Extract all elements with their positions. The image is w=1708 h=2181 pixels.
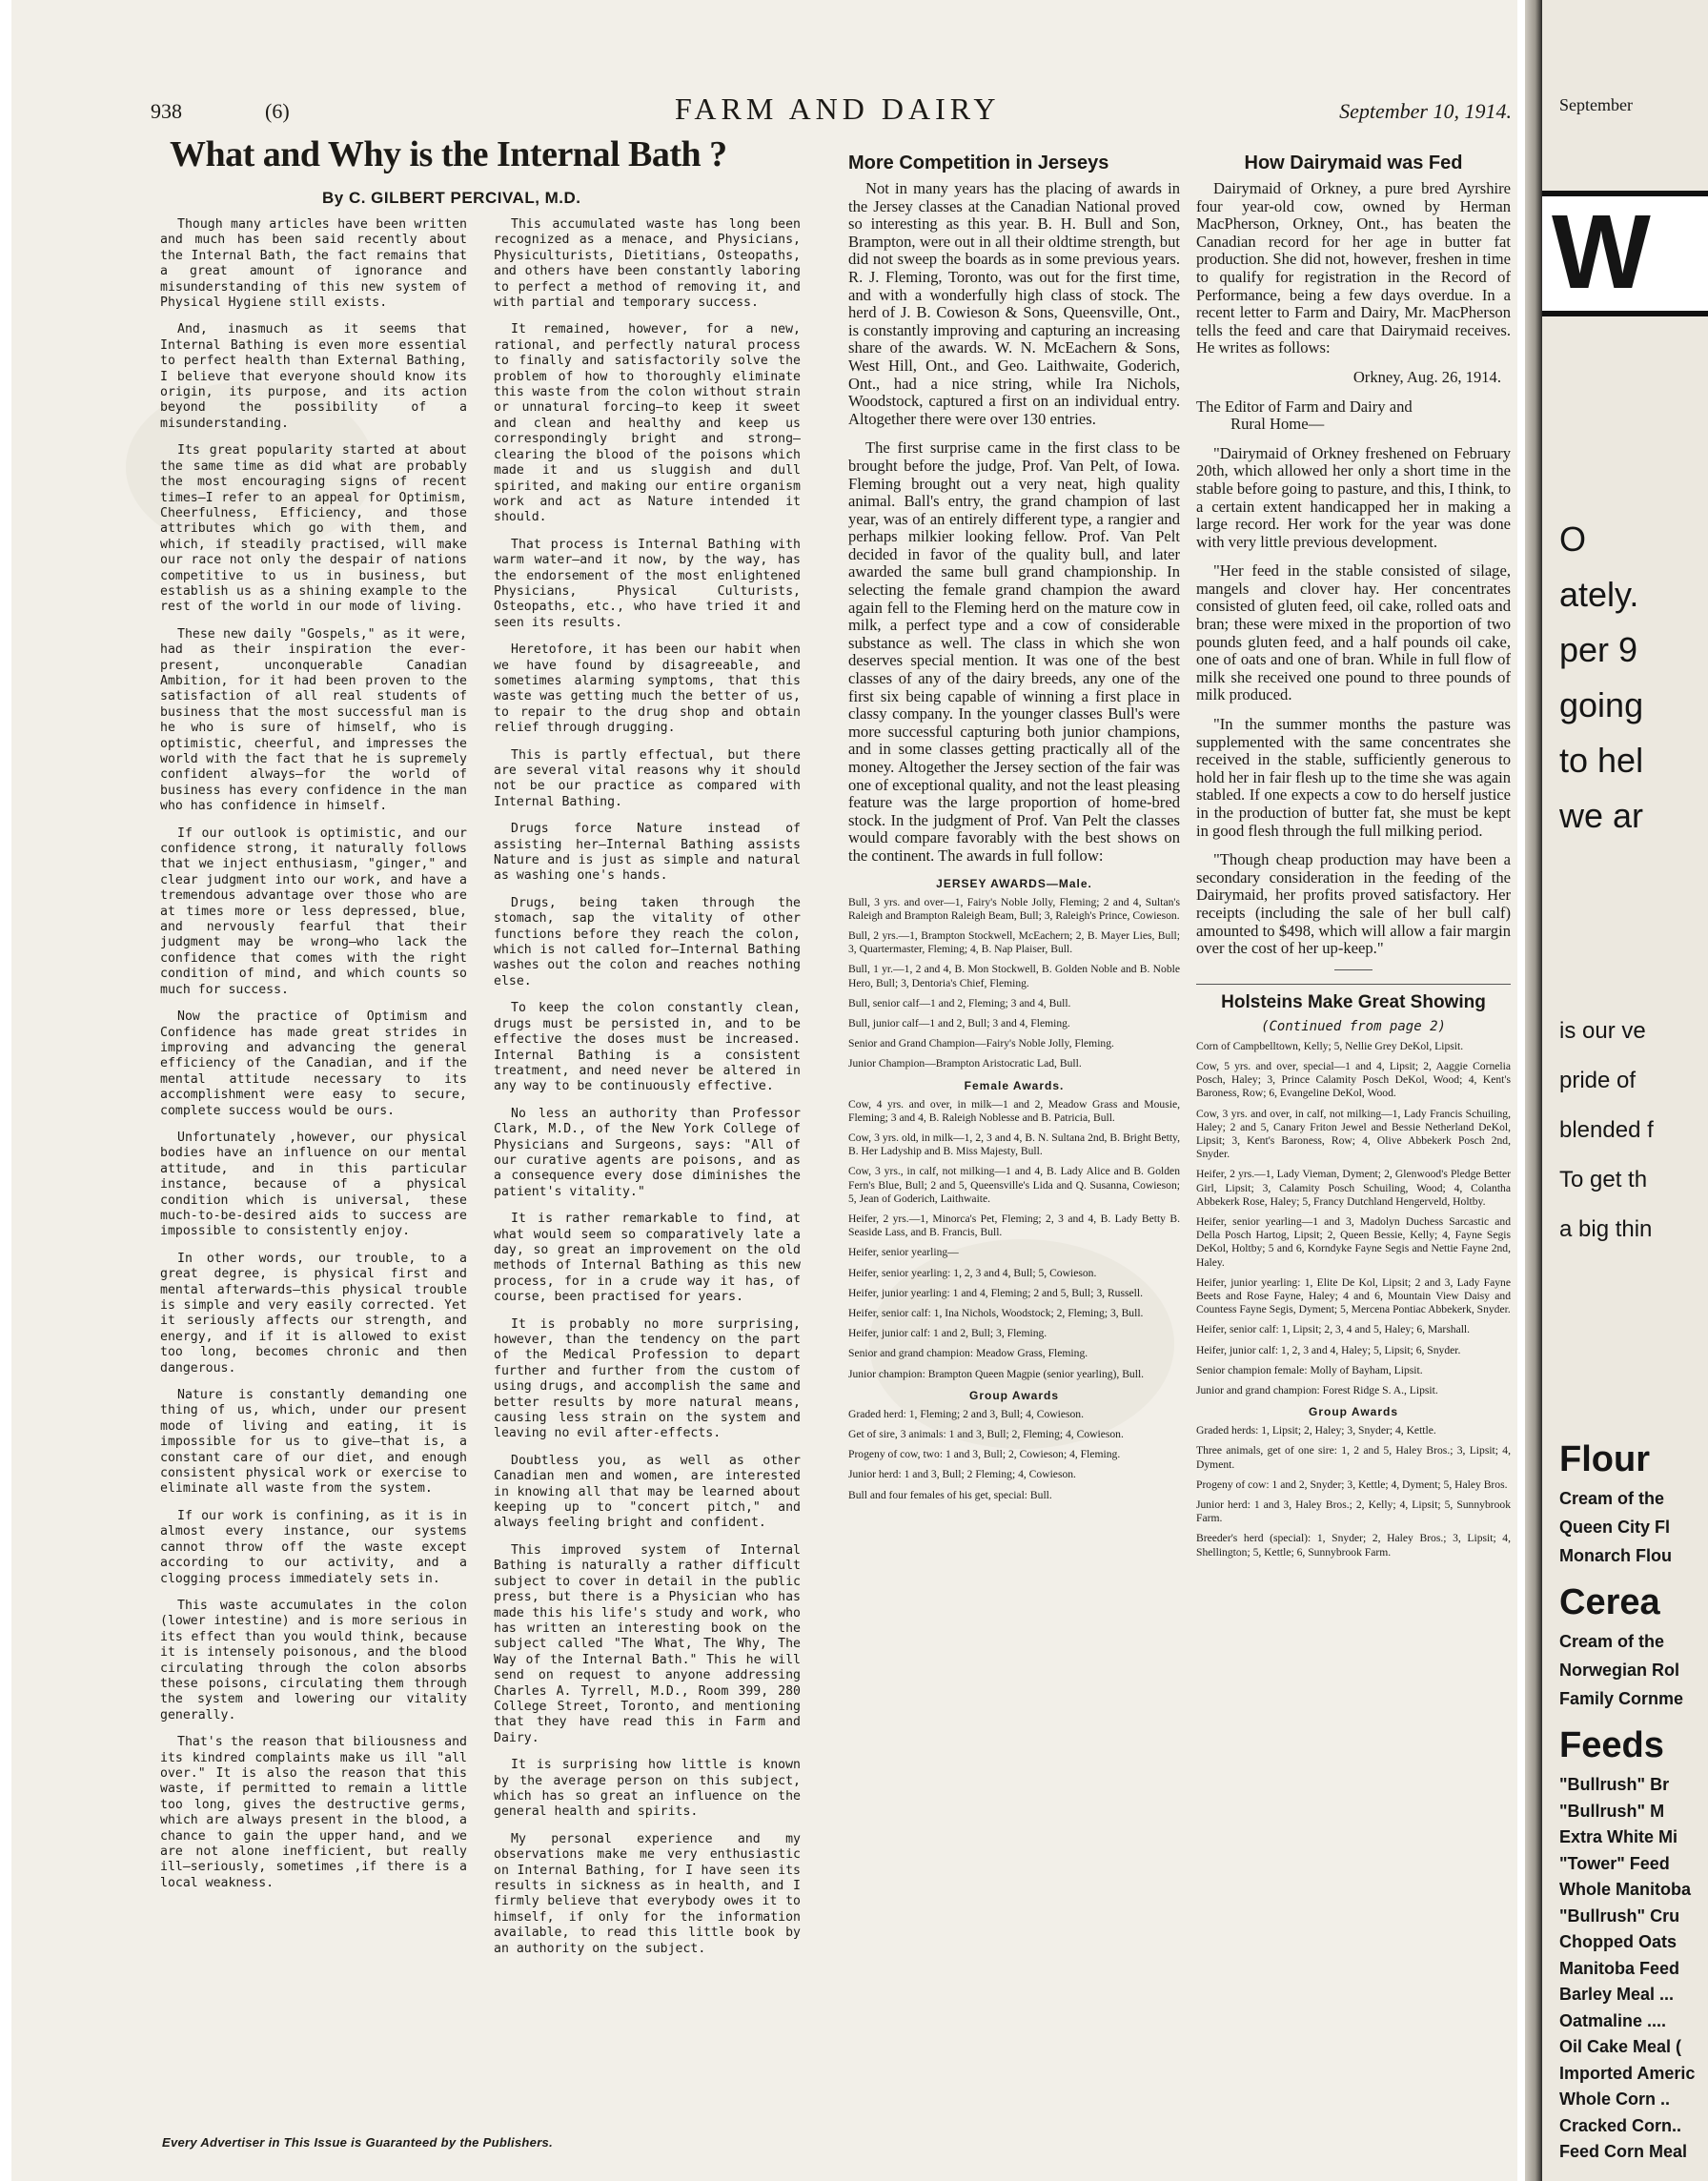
award-entry: Cow, 5 yrs. and over, special—1 and 4, Lipsit; 2, Aaggie Cornelia Posch, Haley; 3, Prince Calamity Posch DeKol, Wood; 4, Kent's Baroness, Row; 6, Evangeline DeKol, Wood.: [1196, 1059, 1511, 1100]
dairymaid-salutation: The Editor of Farm and Dairy and: [1196, 397, 1413, 416]
award-entry: Corn of Campbelltown, Kelly; 5, Nellie Grey DeKol, Lipsit.: [1196, 1039, 1464, 1052]
award-entry: Cow, 3 yrs. old, in milk—1, 2, 3 and 4, B. N. Sultana 2nd, B. Bright Betty, B. Her Ladyship and B. Miss Majesty, Bull.: [848, 1131, 1180, 1158]
award-entry: Bull, junior calf—1 and 2, Bull; 3 and 4, Fleming.: [848, 1016, 1070, 1029]
article-paragraph: To keep the colon constantly clean, drugs must be persisted in, and to be effective the doses must be increased. Internal Bathing is a consistent treatment, and need never be altered in any way to be continuously effective.: [494, 1001, 801, 1094]
article-paragraph: This waste accumulates in the colon (lower intestine) and is more serious in its effect than you would think, because it is intensely poisonous, and the blood circulating through the colon absorbs these poisons, circulating them through the system and lowering our vitality generally.: [160, 1598, 467, 1722]
divider: [1196, 984, 1511, 985]
holsteins-entries: [1196, 1040, 1511, 1397]
article-paragraph: It is rather remarkable to find, at what would seem so comparatively late a day, so great an improvement on the old methods of Internal Bathing as this new process, for in a crude way it has, of course, been practised for years.: [494, 1212, 801, 1305]
award-entry: Heifer, 2 yrs.—1, Minorca's Pet, Fleming; 2, 3 and 4, B. Lady Betty B. Seaside Lass, and B. Francis, Bull.: [848, 1213, 1180, 1239]
article-byline: By C. GILBERT PERCIVAL, M.D.: [322, 189, 581, 207]
facing-page-line: we ar: [1559, 796, 1644, 835]
facing-page-banner: [1542, 191, 1708, 316]
award-entry: Get of sire, 3 animals: 1 and 3, Bull; 2, Fleming; 4, Cowieson.: [848, 1428, 1124, 1441]
product-item: Oatmaline ....: [1559, 2010, 1667, 2030]
section-number: (6): [265, 99, 290, 123]
article-paragraph: Not in many years has the placing of awards in the Jersey classes at the Canadian National proved so interesting as this year. B. H. Bull and Son, Brampton, were out in all their oldtime strength, but did not sweep the boards as in some previous years. R. J. Fleming, Toronto, was out for the first time, and with a wonderfully high class of stock. The herd of J. B. Cowieson & Sons, Queensville, Ont., is constantly improving and capturing an increasing share of the awards. W. N. McEachern & Sons, West Hill, Ont., and Geo. Laithwaite, Goderich, Ont., had a nice string, while Ira Nichols, Woodstock, captured a first on an individual entry. Altogether there were over 130 entries.: [848, 179, 1180, 428]
product-item: Monarch Flou: [1559, 1546, 1672, 1565]
holsteins-title: Holsteins Make Great Showing: [1221, 991, 1486, 1012]
facing-page-line: per 9: [1559, 630, 1638, 669]
dairymaid-salutation-2: Rural Home—: [1230, 415, 1325, 434]
product-item: Norwegian Rol: [1559, 1661, 1680, 1680]
facing-page-line: a big thin: [1559, 1216, 1653, 1242]
article-paragraph: Now the practice of Optimism and Confidence has made great strides in improving and advancing the general efficiency of the Canadian, and if the mental attitude necessary to its accomplishment were easy to secure, complete success would be ours.: [160, 1009, 467, 1118]
award-entry: Progeny of cow, two: 1 and 3, Bull; 2, Cowieson; 4, Fleming.: [848, 1448, 1121, 1461]
product-item: "Bullrush" M: [1559, 1801, 1665, 1821]
facing-page-line: to hel: [1559, 741, 1644, 780]
facing-page-line: blended f: [1559, 1117, 1654, 1143]
product-item: Manitoba Feed: [1559, 1958, 1680, 1978]
award-entry: Three animals, get of one sire: 1, 2 and 5, Haley Bros.; 3, Lipsit; 4, Dyment.: [1196, 1444, 1511, 1471]
product-item: "Tower" Feed: [1559, 1853, 1670, 1873]
article-paragraph: These new daily "Gospels," as it were, had as their inspiration the ever-present, unconquerable Canadian Ambition, for it had been proven to the satisfaction of all real students of business that the most successful man is he who is sure of himself, who is optimistic, cheerful, and impresses the world with the fact that he is supremely confident always—for the world of business has every confidence in the man who has confidence in himself.: [160, 626, 467, 814]
article-paragraph: This is partly effectual, but there are several vital reasons why it should not be our practice as compared with Internal Bathing.: [494, 747, 801, 809]
page-footer: Every Advertiser in This Issue is Guaranteed by the Publishers.: [162, 2135, 554, 2150]
jersey-group-awards: [848, 1408, 1180, 1502]
article-paragraph: The first surprise came in the first class to be brought before the judge, Prof. Van Pelt, of Iowa. Fleming brought out a very neat, high quality animal. Ball's entry, the grand champion of last year, was of an entirely different type, a rangier and perhaps milkier looking fellow. Prof. Van Pelt decided in favor of the quality bull, and later awarded the same bull grand championship. In selecting the female grand champion the award again fell to the Fleming herd on the mature cow in milk, a perfect type and a cow of considerable substance as well. The class in which she won deserves special mention. It was one of the best classes of any of the dairy breeds, any one of the first six being capable of winning a first place in classy company. In the younger classes Bull's were more successful capturing both junior champions, and in some classes getting practically all of the money. Altogether the Jersey section of the fair was one of exceptional quality, and not the least pleasing feature was the large proportion of home-bred stock. In the judgment of Prof. Van Pelt the classes would compare favorably with the best shows on the continent. The awards in full follow:: [848, 438, 1180, 865]
article-title-internal-bath: What and Why is the Internal Bath ?: [170, 134, 727, 174]
article-paragraph: That process is Internal Bathing with warm water—and it now, by the way, has the endorsement of the most enlightened Physicians, Physical Culturists, Osteopaths, etc., who have tried it and seen its results.: [494, 537, 801, 630]
page-gutter: [1525, 0, 1542, 2181]
award-entry: Bull, senior calf—1 and 2, Fleming; 3 and 4, Bull.: [848, 996, 1071, 1009]
letter-paragraph: "In the summer months the pasture was supplemented with the same concentrates she received in the stable, sufficiently generous to hold her in fair flesh up to the time she was again stabled. If one expects a cow to do herself justice in the production of butter fat, she must be kept in good flesh through the full milking period.: [1196, 715, 1511, 840]
dairymaid-letter: [1196, 445, 1511, 958]
award-entry: Heifer, 2 yrs.—1, Lady Vieman, Dyment; 2, Glenwood's Pledge Better Girl, Lipsit; 3, Calamity Posch Schuiling, Wood; 4, Colantha Abbekerk Rose, Haley; 5, Francy Dutchland Hengerveld, Holtby.: [1196, 1168, 1511, 1208]
award-entry: Junior Champion—Brampton Aristocratic Lad, Bull.: [848, 1057, 1082, 1070]
award-entry: Breeder's herd (special): 1, Snyder; 2, Haley Bros.; 3, Lipsit; 4, Shellington; 5, Kettle; 6, Sunnybrook Farm.: [1196, 1532, 1511, 1559]
article-paragraph: In other words, our trouble, to a great degree, is physical first and mental afterwards—this physical trouble is simple and very easily corrected. Yet it seriously affects our strength, and energy, and if it is allowed to exist too long, becomes chronic and then dangerous.: [160, 1251, 467, 1376]
holsteins-continued: (Continued from page 2): [1261, 1018, 1446, 1034]
article-paragraph: And, inasmuch as it seems that Internal Bathing is even more essential to perfect health than External Bathing, I believe that everyone should know its origin, its purpose, and its action beyond the possibility of a misunderstanding.: [160, 322, 467, 431]
award-entry: Bull, 1 yr.—1, 2 and 4, B. Mon Stockwell, B. Golden Noble and B. Noble Hero, Bull; 3, Dentoria's Chief, Fleming.: [848, 963, 1180, 989]
cereal-heading: Cerea: [1559, 1582, 1660, 1622]
award-entry: Graded herds: 1, Lipsit; 2, Haley; 3, Snyder; 4, Kettle.: [1196, 1424, 1436, 1437]
award-entry: Cow, 4 yrs. and over, in milk—1 and 2, Meadow Grass and Mousie, Fleming; 3 and 4, B. Raleigh Noblesse and B. Patricia, Bull.: [848, 1097, 1180, 1124]
internal-bath-column-2: [494, 217, 801, 1968]
facing-page-line: O: [1559, 520, 1587, 559]
award-entry: Cow, 3 yrs. and over, in calf, not milking—1, Lady Francis Schuiling, Haley; 2 and 5, Canary Friton Jewel and Bessie Netherland DeKol, Lipsit; 3, Kent's Baroness, Row; 4, Olive Abbekerk Posch 2nd, Snyder.: [1196, 1107, 1511, 1161]
award-entry: Heifer, junior calf: 1, 2, 3 and 4, Haley; 5, Lipsit; 6, Snyder.: [1196, 1343, 1461, 1356]
award-entry: Heifer, senior calf: 1, Lipsit; 2, 3, 4 and 5, Haley; 6, Marshall.: [1196, 1323, 1471, 1336]
holsteins-group-heading: Group Awards: [1308, 1405, 1398, 1419]
article-paragraph: If our work is confining, as it is in almost every instance, our systems cannot throw off the waste except according to our activity, and a clogging process immediately sets in.: [160, 1508, 467, 1586]
award-entry: Junior herd: 1 and 3, Haley Bros.; 2, Kelly; 4, Lipsit; 5, Sunnybrook Farm.: [1196, 1498, 1511, 1525]
jersey-female-heading: Female Awards.: [964, 1078, 1065, 1092]
product-item: Barley Meal ...: [1559, 1985, 1675, 2004]
article-paragraph: No less an authority than Professor Clark, M.D., of the New York College of Physicians and Surgeons, says: "All of our curative agents are poisons, and as a consequence every dose diminishes the patient's vitality.": [494, 1106, 801, 1199]
facing-page-header: September: [1559, 95, 1633, 114]
article-paragraph: My personal experience and my observations make me very enthusiastic on Internal Bathing, for I have seen its results in sickness as in health, and I firmly believe that everybody owes it to himself, if only for the information available, to read this little book by an authority on the subject.: [494, 1831, 801, 1956]
dairymaid-title: How Dairymaid was Fed: [1244, 153, 1463, 173]
article-paragraph: This accumulated waste has long been recognized as a menace, and Physicians, Physiculturists, Dietitians, Osteopaths, and others have been constantly laboring to perfect a method of removing it, and with partial and temporary success.: [494, 217, 801, 311]
letter-paragraph: "Her feed in the stable consisted of silage, mangels and clover hay. Her concentrates consisted of gluten feed, oil cake, rolled oats and bran; these were mixed in the proportion of two pounds gluten feed, and a half pounds oil cake, one of oats and one of bran. While in full flow of milk she received one pound to three pounds of milk produced.: [1196, 561, 1511, 704]
masthead: FARM AND DAIRY: [675, 92, 1001, 126]
product-item: Family Cornme: [1559, 1689, 1684, 1708]
facing-page-line: ately.: [1559, 575, 1639, 614]
product-item: "Bullrush" Br: [1559, 1775, 1670, 1794]
jerseys-paragraphs: [848, 180, 1180, 866]
facing-page-line: pride of: [1559, 1068, 1637, 1093]
award-entry: Heifer, junior calf: 1 and 2, Bull; 3, Fleming.: [848, 1327, 1047, 1340]
feeds-heading: Feeds: [1559, 1725, 1664, 1765]
award-entry: Heifer, senior yearling—1 and 3, Madolyn Duchess Sarcastic and Della Posch Hartog, Lipsit; 2, Queen Bessie, Kelly; 4, Fayne Segis DeKol, Holtby; 5 and 6, Korndyke Fayne Segis and Nettie Fayne 2nd, Haley.: [1196, 1214, 1511, 1269]
award-entry: Senior and grand champion: Meadow Grass, Fleming.: [848, 1347, 1088, 1360]
article-paragraph: Doubtless you, as well as other Canadian men and women, are interested in knowing all that may be learned about keeping up to "concert pitch," and always feeling bright and confident.: [494, 1453, 801, 1531]
product-item: Queen City Fl: [1559, 1518, 1671, 1537]
product-item: Whole Corn ..: [1559, 2089, 1670, 2109]
article-paragraph: Heretofore, it has been our habit when we have found by disagreeable, and sometimes alarming symptoms, that this waste was getting much the better of us, to repair to the drug shop and obtain relief through drugging.: [494, 642, 801, 736]
product-item: Extra White Mi: [1559, 1827, 1678, 1846]
article-paragraph: Though many articles have been written and much has been said recently about the Internal Bath, the fact remains that a great amount of ignorance and misunderstanding of this new system of Physical Hygiene still exists.: [160, 217, 467, 311]
product-item: Imported Americ: [1559, 2063, 1696, 2083]
holsteins-group-awards: [1196, 1424, 1511, 1559]
facing-page-line: going: [1559, 685, 1644, 724]
article-paragraph: This improved system of Internal Bathing is naturally a rather difficult subject to cover in detail in the public press, but there is a Physician who has made this his life's study and work, who has written an interesting book on the subject called "The What, The Why, The Way of the Internal Bath." This he will send on request to anyone addressing Charles A. Tyrrell, M.D., Room 399, 280 College Street, Toronto, and mentioning that they have read this in Farm and Dairy.: [494, 1542, 801, 1745]
letter-paragraph: "Dairymaid of Orkney freshened on February 20th, which allowed her only a short time in the stable before going to pasture, and this, I think, to a certain extent handicapped her in making a large record. Her work for the year was done with very little previous development.: [1196, 443, 1511, 551]
product-item: Feed Corn Meal: [1559, 2142, 1688, 2161]
product-item: Cracked Corn..: [1559, 2115, 1682, 2135]
page-header: [141, 92, 1514, 130]
article-paragraph: Unfortunately ,however, our physical bodies have an influence on our mental attitude, and in this particular instance, because of a physical condition which is universal, these much-to-be-desired aids to success are impossible to consistently enjoy.: [160, 1130, 467, 1239]
award-entry: Heifer, junior yearling: 1, Elite De Kol, Lipsit; 2 and 3, Lady Fayne Beets and Rose Fayne, Haley; 4 and 6, Mountain View Daisy and Countess Fayne Segis, Dyment; 5, Mercena Pontiac Abbekerk, Snyder.: [1196, 1275, 1511, 1316]
article-paragraph: That's the reason that biliousness and its kindred complaints make us ill "all over." It is also the reason that this waste, if permitted to remain a little too long, gives the destructive germs, which are always present in the blood, a chance to gain the upper hand, and we are not alone inefficient, but really ill—seriously, sometimes ,if there is a local weakness.: [160, 1735, 467, 1890]
award-entry: Heifer, junior yearling: 1 and 4, Fleming; 2 and 5, Bull; 3, Russell.: [848, 1286, 1143, 1299]
award-entry: Cow, 3 yrs., in calf, not milking—1 and 4, B. Lady Alice and B. Golden Fern's Blue, Bull; 2 and 5, Queensville's Lida and Q. Susanna, Cowieson; 5, Jean of Goderich, Laithwaite.: [848, 1165, 1180, 1205]
article-paragraph: Drugs force Nature instead of assisting her—Internal Bathing assists Nature and is just as simple and natural as washing one's hands.: [494, 822, 801, 884]
article-paragraph: It remained, however, for a new, rational, and perfectly natural process to finally and satisfactorily solve the problem of how to thoroughly eliminate this waste from the colon without strain or unnatural forcing—to keep it sweet and clean and healthy and keep us correspondingly bright and strong—clearing the blood of the poisons which made it and us sluggish and dull spirited, and making our entire organism work and act as Nature intended it should.: [494, 322, 801, 525]
award-entry: Progeny of cow: 1 and 2, Snyder; 3, Kettle; 4, Dyment; 5, Haley Bros.: [1196, 1478, 1508, 1491]
letter-paragraph: "Though cheap production may have been a secondary consideration in the feeding of the Dairymaid, her profits proved satisfactory. Her receipts (including the sale of her bull calf) amounted to $498, which will allow a fair margin over the cost of her up-keep.": [1196, 850, 1511, 958]
article-paragraph: It is probably no more surprising, however, than the tendency on the part of the Medical Profession to depart further and further from the custom of using drugs, and accomplish the same and better results by more natural means, causing less strain on the system and leaving no evil after-effects.: [494, 1316, 801, 1441]
article-paragraph: If our outlook is optimistic, and our confidence strong, it naturally follows that we inject enthusiasm, "ginger," and clear judgment into our work, and have a tremendous advantage over those who are at times more or less depressed, blue, and nervously fearful that their judgment may be wrong—who lack the confidence that comes with the right condition of mind, and which counts so much for success.: [160, 826, 467, 997]
jersey-group-heading: Group Awards: [968, 1388, 1059, 1402]
award-entry: Heifer, senior yearling: 1, 2, 3 and 4, Bull; 5, Cowieson.: [848, 1266, 1097, 1279]
article-paragraph: Its great popularity started at about the same time as did what are probably the most encouraging signs of recent times—I refer to an appeal for Optimism, Cheerfulness, Efficiency, and those attributes which go with them, and which, if steadily practised, will make our race not only the despair of nations competitive to us in business, but establish us as a shining example to the rest of the world in our mode of living.: [160, 443, 467, 615]
dairymaid-intro: Dairymaid of Orkney, a pure bred Ayrshire four year-old cow, owned by Herman MacPherson, Orkney, Ont., has beaten the Canadian record for her age in butter fat production. She did not, however, freshen in time to qualify for registration in the Record of Performance, being a few days overdue. In a recent letter to Farm and Dairy, Mr. MacPherson tells the feed and care that Dairymaid receives. He writes as follows:: [1196, 179, 1511, 357]
award-entry: Heifer, senior calf: 1, Ina Nichols, Woodstock; 2, Fleming; 3, Bull.: [848, 1307, 1144, 1320]
article-paragraph: It is surprising how little is known by the average person on this subject, which has so great an influence on the general health and spirits.: [494, 1758, 801, 1820]
jersey-female-awards: [848, 1098, 1180, 1381]
facing-page-line: To get th: [1559, 1167, 1648, 1192]
dairymaid-article: [1196, 153, 1511, 1566]
dairymaid-dateline: Orkney, Aug. 26, 1914.: [1352, 367, 1501, 386]
award-entry: Junior and grand champion: Forest Ridge S. A., Lipsit.: [1196, 1384, 1438, 1397]
flour-heading: Flour: [1559, 1439, 1650, 1479]
award-entry: Heifer, senior yearling—: [848, 1246, 959, 1259]
product-item: "Bullrush" Cru: [1559, 1906, 1680, 1926]
award-entry: Senior and Grand Champion—Fairy's Noble Jolly, Fleming.: [848, 1037, 1114, 1050]
page-number: 938: [151, 99, 182, 123]
article-paragraph: Drugs, being taken through the stomach, sap the vitality of other functions before they reach the colon, which is not called for—Internal Bathing washes out the colon and reaches nothing else.: [494, 895, 801, 989]
jerseys-title: More Competition in Jerseys: [848, 153, 1109, 173]
award-entry: Bull, 3 yrs. and over—1, Fairy's Noble Jolly, Fleming; 2 and 4, Sultan's Raleigh and Brampton Raleigh Beam, Bull; 3, Raleigh's Prince, Cowieson.: [848, 895, 1180, 922]
product-item: Cream of the: [1559, 1489, 1665, 1508]
product-item: Chopped Oats: [1559, 1932, 1678, 1951]
facing-page: [1542, 0, 1708, 2181]
divider: [1334, 969, 1372, 970]
jersey-male-awards: [848, 896, 1180, 1071]
product-item: Oil Cake Meal (: [1559, 2037, 1682, 2056]
award-entry: Senior champion female: Molly of Bayham, Lipsit.: [1196, 1363, 1423, 1376]
jerseys-article: [848, 153, 1180, 1509]
article-paragraph: Nature is constantly demanding one thing of us, which, under our present mode of living and eating, it is impossible for us to give—that is, a constant care of our diet, and enough consistent physical work or exercise to eliminate all waste from the system.: [160, 1388, 467, 1497]
issue-date: September 10, 1914.: [1339, 99, 1512, 123]
product-item: Cream of the: [1559, 1632, 1665, 1651]
jersey-awards-heading: JERSEY AWARDS—Male.: [936, 876, 1092, 890]
award-entry: Junior champion: Brampton Queen Magpie (senior yearling), Bull.: [848, 1367, 1145, 1380]
award-entry: Bull, 2 yrs.—1, Brampton Stockwell, McEachern; 2, B. Mayer Lies, Bull; 3, Quartermaster, Fleming; 4, B. Nap Plaiser, Bull.: [848, 928, 1180, 956]
product-item: Whole Manitoba: [1559, 1880, 1691, 1899]
facing-page-line: is our ve: [1559, 1018, 1646, 1044]
award-entry: Junior herd: 1 and 3, Bull; 2 Fleming; 4, Cowieson.: [848, 1468, 1076, 1481]
facing-page-big-letter: W: [1552, 194, 1651, 311]
internal-bath-column-1: [160, 217, 467, 1903]
award-entry: Graded herd: 1, Fleming; 2 and 3, Bull; 4, Cowieson.: [848, 1407, 1084, 1420]
award-entry: Bull and four females of his get, special: Bull.: [848, 1488, 1052, 1501]
